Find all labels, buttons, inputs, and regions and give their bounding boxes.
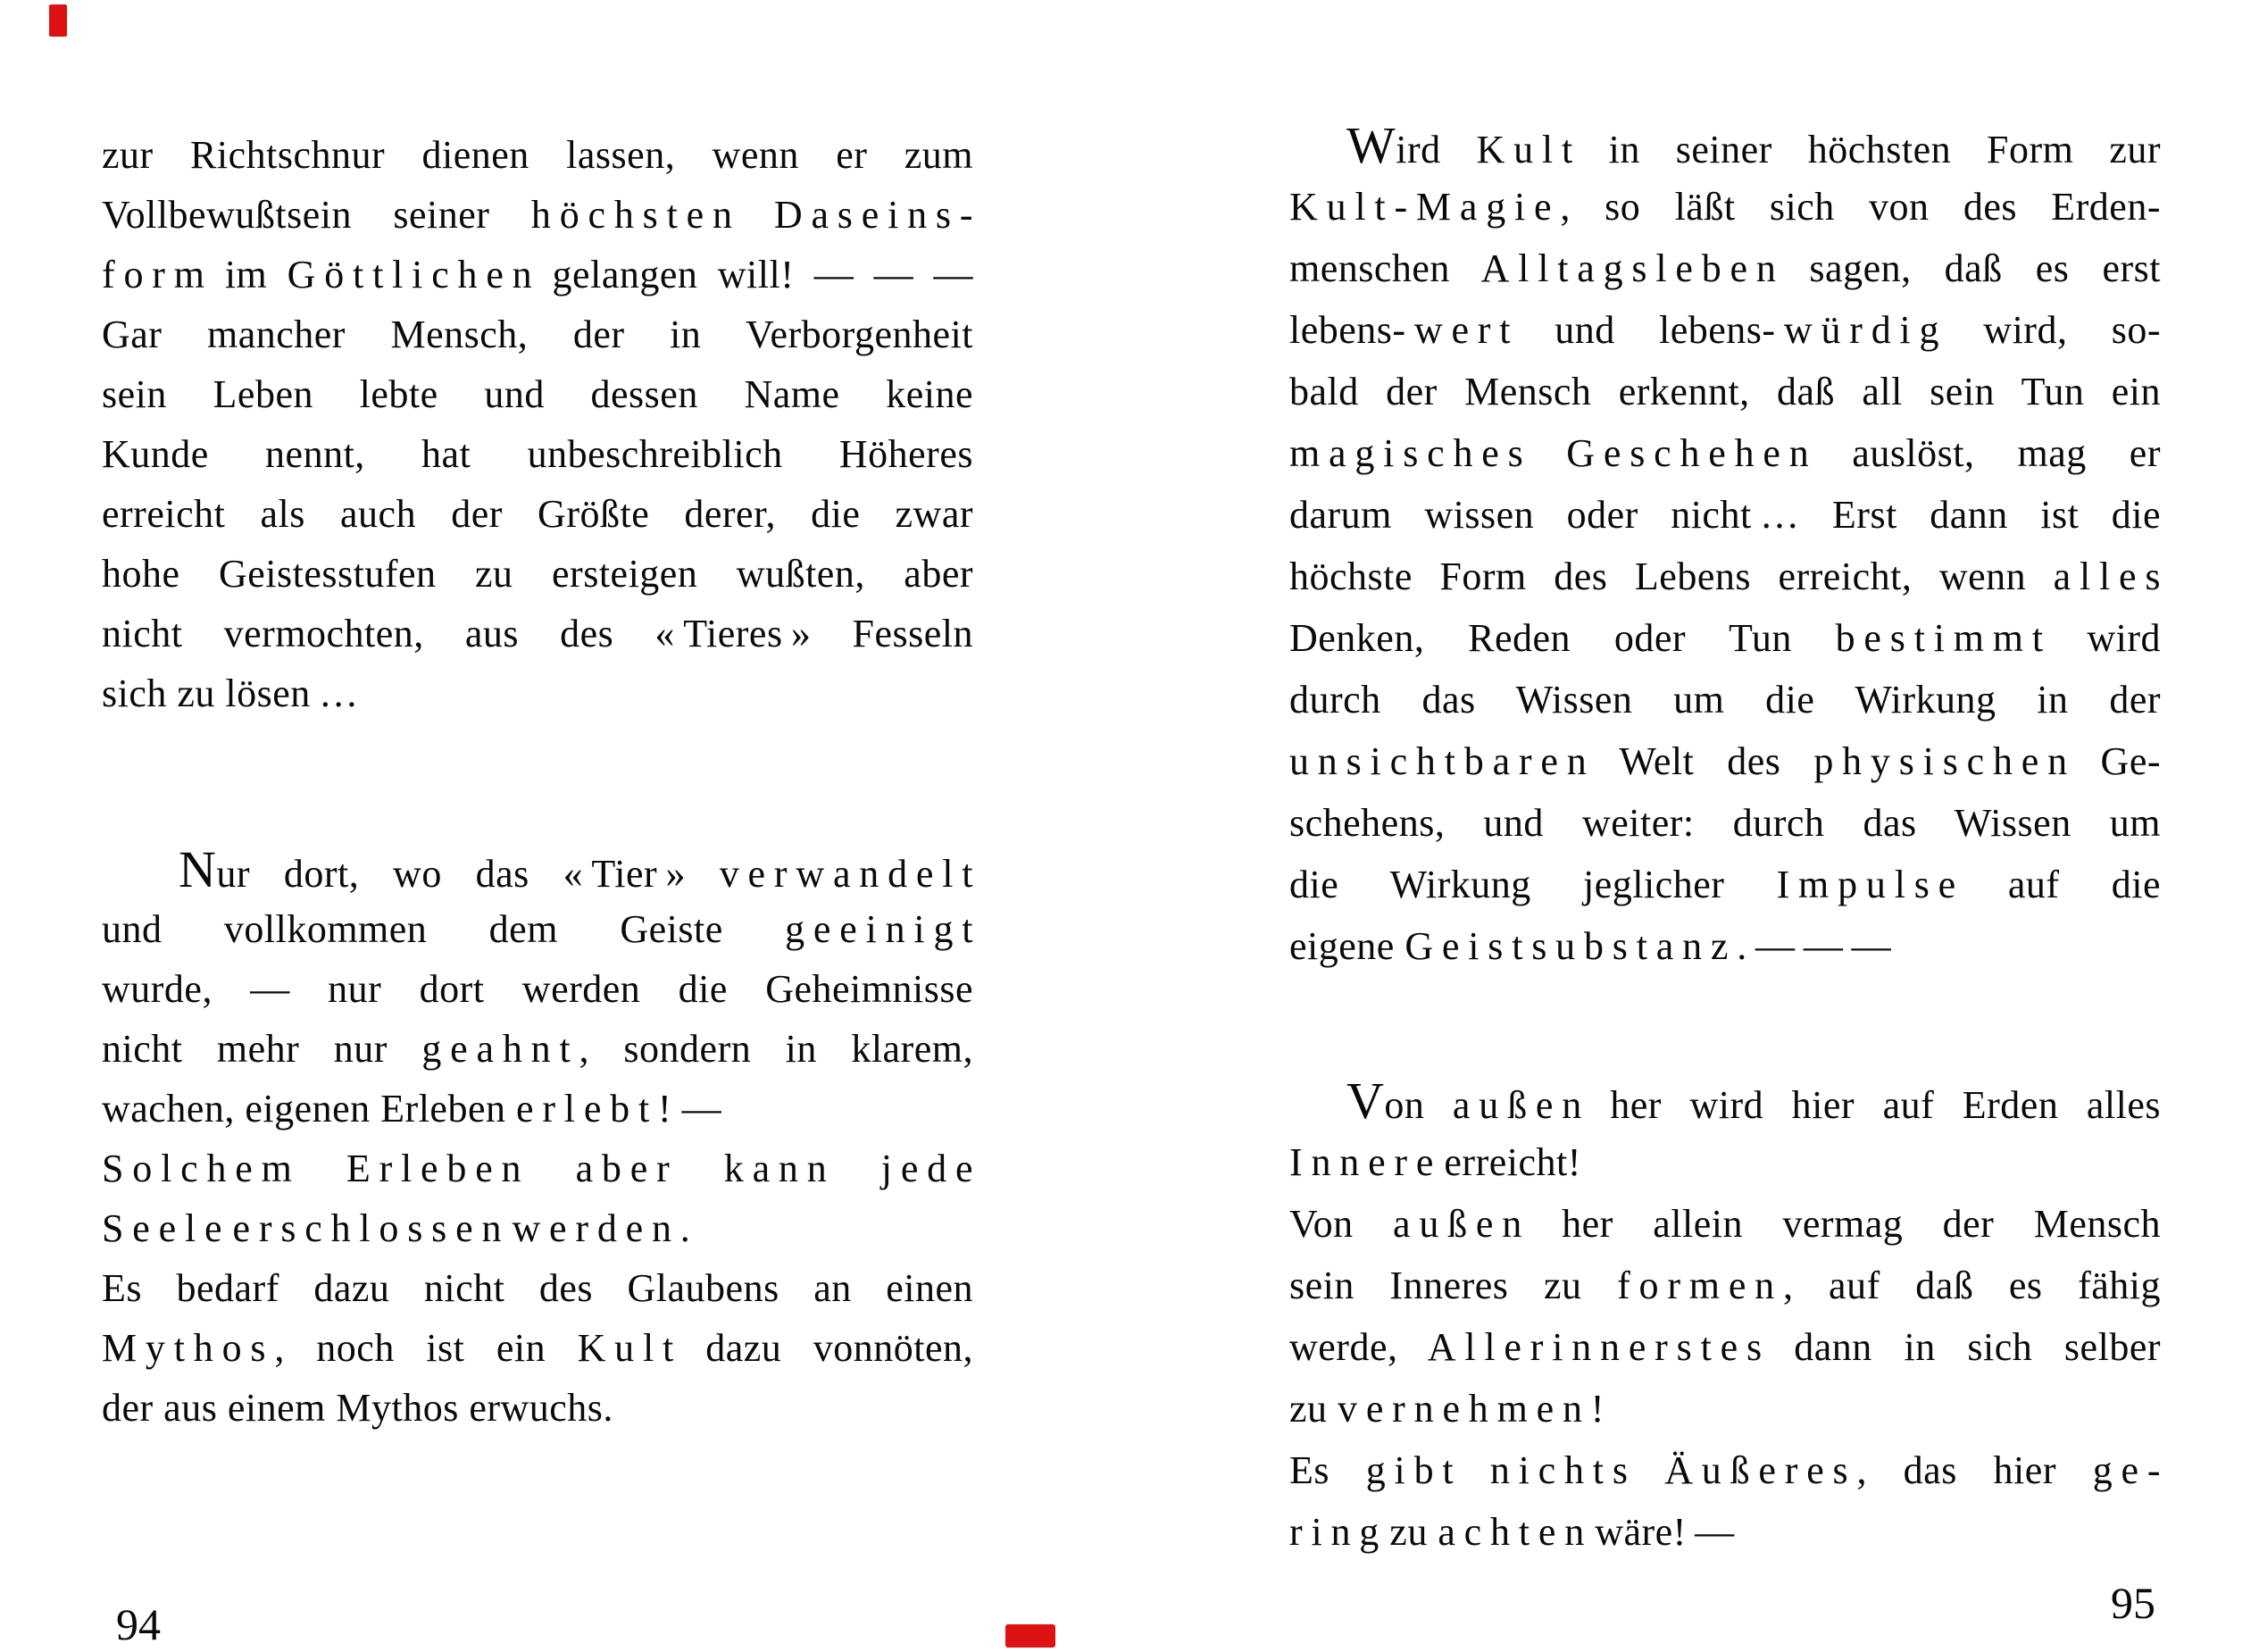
right-page [1289, 114, 2161, 1563]
text-line: menschen A l l t a g s l e b e n sagen, daß es erst [1289, 246, 2161, 290]
text-line: erreicht als auch der Größte derer, die zwar [102, 492, 973, 536]
text-line: sein Inneres zu f o r m e n , auf daß es fähig [1289, 1264, 2161, 1307]
right-paragraph-2 [1289, 1070, 2161, 1563]
paragraph-initial-capital: V [1346, 1072, 1385, 1130]
text-line: werde, A l l e r i n n e r s t e s dann in sich selber [1289, 1325, 2161, 1369]
text-line: durch das Wissen um die Wirkung in der [1289, 678, 2161, 722]
text-line: I n n e r e erreicht! [1289, 1140, 1581, 1184]
text-line: Es bedarf dazu nicht des Glaubens an einen [102, 1266, 973, 1310]
text-line-rest: ird K u l t in seiner höchsten Form zur [1396, 128, 2161, 171]
paragraph-initial-capital: N [179, 840, 217, 898]
text-line: wurde, — nur dort werden die Geheimnisse [102, 967, 973, 1011]
text-line: nicht vermochten, aus des « Tieres » Fesseln [102, 612, 973, 655]
text-line: sein Leben lebte und dessen Name keine [102, 372, 973, 416]
text-line: und vollkommen dem Geiste g e e i n i g t [102, 907, 973, 951]
text-line-rest: on a u ß e n her wird hier auf Erden alles [1384, 1083, 2161, 1127]
text-line: schehens, und weiter: durch das Wissen um [1289, 801, 2161, 845]
text-line: wachen, eigenen Erleben e r l e b t ! — [102, 1087, 722, 1131]
text-line: S o l c h e m E r l e b e n a b e r k a n n j e d e [102, 1147, 973, 1190]
red-registration-mark-bottom-center [1005, 1624, 1055, 1648]
text-line [1289, 114, 2161, 176]
text-line: sich zu lösen … [102, 672, 359, 715]
text-line: u n s i c h t b a r e n Welt des p h y s i s c h e n Ge- [1289, 739, 2161, 783]
text-line: K u l t - M a g i e , so läßt sich von des Erden- [1289, 185, 2161, 229]
left-paragraph-1 [102, 125, 973, 723]
text-line: der aus einem Mythos erwuchs. [102, 1386, 613, 1430]
text-line: Es g i b t n i c h t s Ä u ß e r e s , das hier g e - [1289, 1448, 2161, 1492]
text-line: f o r m im G ö t t l i c h e n gelangen will! — — — [102, 253, 973, 296]
text-line: M y t h o s , noch ist ein K u l t dazu vonnöten, [102, 1326, 973, 1370]
page-number-left: 94 [116, 1599, 161, 1649]
text-line: darum wissen oder nicht … Erst dann ist die [1289, 493, 2161, 537]
left-paragraph-2 [102, 839, 973, 1438]
text-line: Gar mancher Mensch, der in Verborgenheit [102, 313, 973, 356]
text-line: zu v e r n e h m e n ! [1289, 1387, 1605, 1431]
left-page [102, 125, 973, 1438]
text-line: die Wirkung jeglicher I m p u l s e auf die [1289, 863, 2161, 906]
paragraph-initial-capital: W [1346, 116, 1396, 174]
text-line: Von a u ß e n her allein vermag der Mensch [1289, 1202, 2161, 1246]
text-line: eigene G e i s t s u b s t a n z . — — — [1289, 924, 1892, 968]
text-line: Kunde nennt, hat unbeschreiblich Höheres [102, 432, 973, 476]
text-line: nicht mehr nur g e a h n t , sondern in klarem, [102, 1027, 973, 1071]
text-line: zur Richtschnur dienen lassen, wenn er zum [102, 133, 973, 177]
text-line: hohe Geistesstufen zu ersteigen wußten, aber [102, 552, 973, 596]
text-line: bald der Mensch erkennt, daß all sein Tun ein [1289, 370, 2161, 413]
page-number-right: 95 [2111, 1578, 2155, 1628]
text-line: Denken, Reden oder Tun b e s t i m m t wird [1289, 616, 2161, 660]
text-line: Vollbewußtsein seiner h ö c h s t e n D a s e i n s - [102, 193, 973, 237]
text-line: S e e l e e r s c h l o s s e n w e r d e n . [102, 1206, 691, 1250]
text-line: lebens- w e r t und lebens- w ü r d i g wird, so- [1289, 308, 2161, 352]
text-line: höchste Form des Lebens erreicht, wenn a l l e s [1289, 555, 2161, 598]
text-line-rest: ur dort, wo das « Tier » v e r w a n d e l t [216, 852, 973, 896]
right-paragraph-1 [1289, 114, 2161, 977]
text-line [102, 839, 973, 899]
red-registration-mark-top-left [49, 4, 67, 37]
text-line: m a g i s c h e s G e s c h e h e n auslöst, mag er [1289, 431, 2161, 475]
text-line [1289, 1070, 2161, 1131]
text-line: r i n g zu a c h t e n wäre! — [1289, 1510, 1735, 1554]
